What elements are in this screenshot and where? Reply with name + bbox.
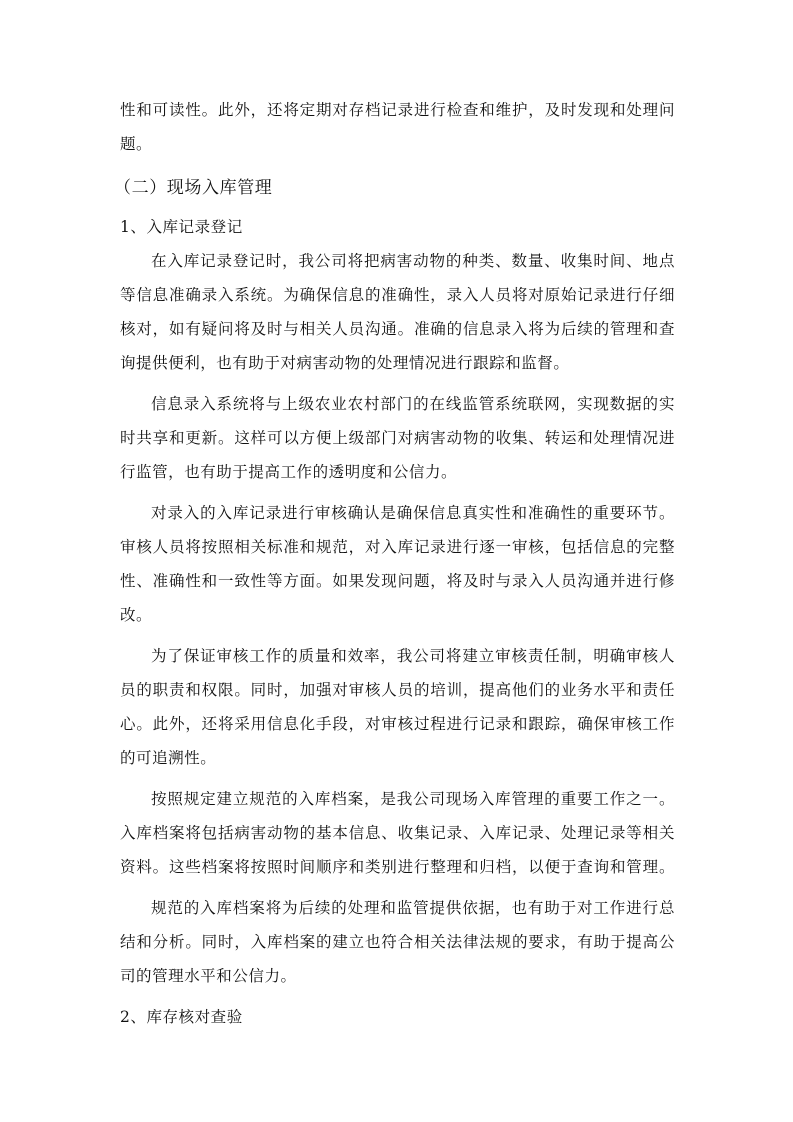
paragraph-5-line-3: 资料。这些档案将按照时间顺序和类别进行整理和归档，以便于查询和管理。: [120, 858, 675, 876]
paragraph-4-line-2: 员的职责和权限。同时，加强对审核人员的培训，提高他们的业务水平和责任: [120, 681, 675, 699]
paragraph-1-line-2: 等信息准确录入系统。为确保信息的准确性，录入人员将对原始记录进行仔细: [120, 286, 675, 304]
subheading-1: 1、入库记录登记: [120, 218, 243, 236]
paragraph-3-line-1: 对录入的入库记录进行审核确认是确保信息真实性和准确性的重要环节。: [151, 504, 675, 522]
paragraph-4-line-3: 心。此外，还将采用信息化手段，对审核过程进行记录和跟踪，确保审核工作: [120, 715, 675, 733]
paragraph-1-line-4: 询提供便利，也有助于对病害动物的处理情况进行跟踪和监督。: [120, 354, 570, 372]
continuation-line-2: 题。: [120, 135, 153, 153]
paragraph-3-line-2: 审核人员将按照相关标准和规范，对入库记录进行逐一审核，包括信息的完整: [120, 538, 675, 556]
paragraph-4-line-1: 为了保证审核工作的质量和效率，我公司将建立审核责任制，明确审核人: [151, 647, 675, 665]
paragraph-1-line-1: 在入库记录登记时，我公司将把病害动物的种类、数量、收集时间、地点: [151, 252, 675, 270]
paragraph-2-line-3: 行监管，也有助于提高工作的透明度和公信力。: [120, 463, 458, 481]
paragraph-3-line-4: 改。: [120, 606, 153, 624]
paragraph-3-line-3: 性、准确性和一致性等方面。如果发现问题，将及时与录入人员沟通并进行修: [120, 572, 675, 590]
paragraph-5-line-2: 入库档案将包括病害动物的基本信息、收集记录、入库记录、处理记录等相关: [120, 824, 675, 842]
paragraph-6-line-1: 规范的入库档案将为后续的处理和监管提供依据，也有助于对工作进行总: [151, 899, 675, 917]
paragraph-2-line-2: 时共享和更新。这样可以方便上级部门对病害动物的收集、转运和处理情况进: [120, 429, 675, 447]
paragraph-4-line-4: 的可追溯性。: [120, 749, 217, 767]
continuation-line-1: 性和可读性。此外，还将定期对存档记录进行检查和维护，及时发现和处理问: [120, 101, 675, 119]
paragraph-5-line-1: 按照规定建立规范的入库档案，是我公司现场入库管理的重要工作之一。: [151, 790, 675, 808]
section-heading: （二）现场入库管理: [114, 178, 273, 198]
paragraph-1-line-3: 核对，如有疑问将及时与相关人员沟通。准确的信息录入将为后续的管理和查: [120, 320, 675, 338]
subheading-2: 2、库存核对查验: [120, 1008, 243, 1026]
paragraph-6-line-3: 司的管理水平和公信力。: [120, 967, 297, 985]
paragraph-2-line-1: 信息录入系统将与上级农业农村部门的在线监管系统联网，实现数据的实: [151, 395, 675, 413]
paragraph-6-line-2: 结和分析。同时，入库档案的建立也符合相关法律法规的要求，有助于提高公: [120, 933, 675, 951]
